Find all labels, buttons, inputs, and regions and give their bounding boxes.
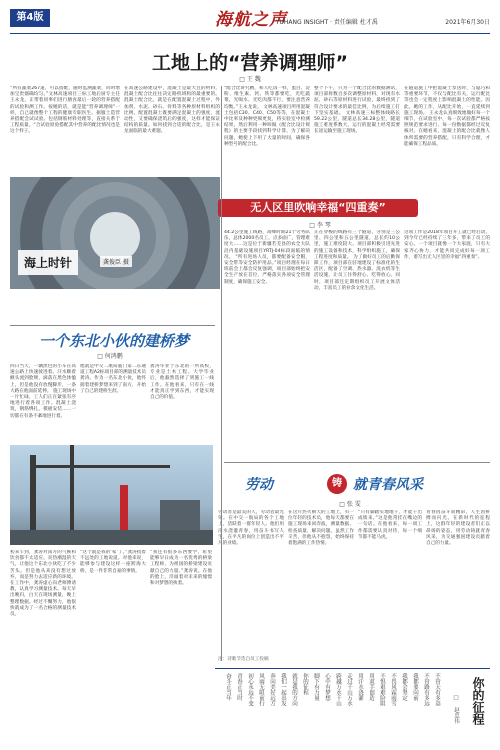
column-divider [221,86,222,661]
poem-line: 我都会坚定 [401,673,407,701]
article2-col-2: 正在穿梭的线路有三个隧道，分别是三公里、四公里和五公里隧道，总长约10公里，施工难度较大。项目部积极引进先进的施工设备和技术，科学组织施工，确保工程进度和质量。 为了做好员工的后勤保障工作，项目部在驻地建设了标准化的生活区，配备了空调、热水器、洗衣机等生活设施，让员工住得舒心、吃得放心。同时，项目部还定期组织员工开展文体活动，丰富员工的业余文化生活。 [314,230,400,291]
photo-credit: 龚俊臣 摄 [100,256,132,267]
article1-byline: □ 王 魏 [239,76,261,83]
poem-line: 你的征程 [302,673,308,695]
masthead [10,7,490,33]
poem-line: 初心永远不变 [247,673,253,706]
poem-line: 就是我的方向 [291,673,297,706]
article3-headline: 一个东北小伙的建桥梦 [38,332,189,350]
poem-line: 风雨无阻前行 [258,673,264,706]
article4-col-4: 青春因奋斗而精彩，人生因拼搏而闪光。在新时代的征程上，这群年轻的建设者们正以昂扬的姿态，用劳动铸就青春风采，为交通强国建设贡献着自己的力量。 [426,510,490,547]
construction-tower-photo [10,445,213,545]
poem-line: 我都要向前 [412,673,418,701]
masthead-subtitle: · YUHANG INSIGHT · 责任编辑 杜才禹 [272,19,378,26]
article4-col-2: 在这片热火朝天的工地上，有一位年轻的技术员，他每天都要在施工现场来回奔波，测量数据、检查质量、解决问题。虽然工作辛苦，但他从不抱怨，始终保持着饱满的工作热情。 [288,510,354,547]
article3-col-5: “这个就是我的‘家’了。”龚涛指着不远处的工地说道。对他来说，能够参与建设这样一座跨海大桥，是一件非常自豪的事情。 [80,550,146,574]
section-divider [224,462,490,463]
newspaper-logo: 海航之声 [215,10,287,30]
poem-line: 青春正当时 [236,673,242,701]
issue-date: 2021年6月30日 [445,19,490,26]
poem-title: 你的征程 [471,677,485,725]
poem-line: 奔向美好远方 [269,673,275,706]
poem-line: 用双手创造 [368,673,374,701]
poem-line: 奋斗正当年 [225,673,231,701]
article4-title-badge: 铸 [327,474,347,494]
poem-author: □ 赵忠伟 [453,695,459,724]
article4-headline [215,474,485,496]
article3-byline: □ 何鸿鹏 [97,353,123,360]
article1-headline: 工地上的“营养调理师” [152,52,348,74]
article2-col-1: 44.2公里施工线路，高峰时期21个劳务队伍，总体2000名员工，点多面广，管理难度大……这是位于新疆若羌县的农全大队沿内基础设施项目YRTJ-04标段面临的情况。 “所有进场人员，都要配备安全帽，安全带等安全防护用品。”项目经理在每日班前会上都会反复强调，项目部始终把安全生产放在首位，严格落实各项安全管理制度，确保施工安全。 [224,230,310,285]
poem-line: 不畏风霜雨雪 [390,673,396,706]
poem-line: 不管路有多远 [423,673,429,706]
article4-col-1: 劳动者是最美的人，劳动者最光荣。在中交一航局的各个工地上，活跃着一群年轻人。他们用汗水浇灌青春，用奋斗书写人生，在平凡的岗位上创造出不平凡的业绩。 [218,510,284,547]
section-divider [10,325,215,326]
tunnel-photo [10,177,220,289]
article3-col-6: “我还有很多东西要学，希望能够早日成为一名优秀的桥梁工程师，为祖国的桥梁建设贡献自己的力量。”龚涛说。在他的脸上，洋溢着对未来的憧憬和对梦想的执着。 [150,550,212,587]
poem-line: 用汗水浇灌 [357,673,363,701]
poem-line: 走过千山万水 [346,673,352,706]
article3-col-2: 他就是中交二航局厦门第二东通道工程A2标项目部的测量技术员龚涛。作为一名东北小伙，他怀揣着建桥梦想来到了南方，开始了自己的建桥生涯。 [80,364,146,394]
article3-col-1: 四日当天，一辆黑色的小车在高速公路上快速驶进着。汗水顺着额头流到脸颊，滴落在黑色体恤上，但是他没有放慢脚步，一条大路在他面前延伸。 施工现场中一片忙碌，工人们正在紧张有序地进行着各项工作。混凝土浇筑，钢筋绑扎，模板安装……一切都在有条不紊地进行着。 [10,364,76,419]
article2-banner: 无人区里吹响幸福“四重奏” [218,199,418,217]
article2-col-3: 这项工作是2018年项目开工就已经启动，到今年已经持续了三年多，带来了员工的安心。一个项目就像一个大家庭，只有大家齐心协力，才能共同完成好每一项工作，谱写出无人区里的幸福“四重奏”。 [404,230,490,260]
poem-line: 不惧艰难险阻 [379,673,385,706]
poem-note: 注：诗歌节选自员工投稿 [218,657,269,662]
poem-line: 心中有梦想 [324,673,330,701]
article1-col-5: 在隧道施工中把混凝土泵送时，与隐巧和等重要环节，不仅与配比有关，运行配比等也会一定程度上影响混凝土的性能。因此，她的工作，从配比开始，一直延续到施工现场。 王永龙认真细致地做好每一个细节，在试验室中，每一次试验都严格按照规范要求进行，每一份数据都经过反复核对。在她看来，混凝土的配合比就像人体所需要的营养搭配，只有科学合理，才能确保工程品质。 [404,86,490,147]
article4-byline: □ 张 雯 [339,501,361,508]
article4-title-part1: 劳动 [245,477,273,493]
article2-byline: □ 李 琴 [309,222,331,229]
poem-line: 不管天有多高 [434,673,440,706]
article3-col-4: 初来乍到，龚涛对南方的气候和饮食都不太适应。炎热潮湿的天气，让他这个东北小伙吃了不少苦头。但是他从来没有想过放弃，而是努力去适应新的环境。 在工作中，龚涛虚心向老师傅请教，认真学习测量技术。每天早出晚归，白天在现场测量，晚上整理数据。经过不懈努力，他很快就成为了一名合格的测量技术员。 [10,550,76,618]
poem-line: 我们一起出发 [280,673,286,706]
article1-col-1: “所有蔬菜267道，可以搭配，随时监测蔬菜，同时增加宝贵烟确均匀。”文林高速项目三标工地后厨专主任王永龙，正带着同事们进行膳食最后一轮的营养搭配的试验和测工作。按她的话，就是能“营养调理师”一样，自己就像整个工程的健康专职医生。据服土造营养搭配会试试验。包括钢筋材料处理等，直接关系于工程质量。“合试验原验搭配其中营养的配比情况也是这个样子。 [10,86,120,135]
poem-box [215,668,490,744]
page-number-tag: 第4版 [10,9,50,27]
article1-col-2: 在高速公路建设中，混凝土是最大且的材料，混凝土配合比往往决定路机域构的最重要的。混凝土配合比，就是在配置混凝土过程中，外加剂、水泥、砂石、骨料等各种原材料组织的比例。配置混凝土既要满足混凝土的强度、流动性，又要确保浇筑后的强度，这样才能保证结构的质量。如何找到合适的配合比，是王永龙面临的最大难题。 [124,86,220,135]
article4-title-part2: 就青春风采 [353,477,423,493]
article1-col-4: 整个下午，只为一个配合比的数据测试，项目部将数百多次调整原材料，对现有水泥、砂石等原材料进行试验，最终找到了符合设计要求的最佳比例，为后续施工打下坚实基础。 文林高速三标整体线路长59.22公里，隧道总长34.28公里，隧道施工难度系数大，运行的混凝土经常需要长途运输至施工现场。 [314,86,400,135]
poem-line: 跨越万水千山 [335,673,341,706]
poem-line: 脚下有力量 [313,673,319,701]
masthead-rule [10,33,490,34]
article4-col-3: “只有脚踏实地地干，才能干出成绩来。”这是他常挂在嘴边的一句话。在他看来，每一项工作都需要认真对待，每一个细节都不能马虎。 [358,510,422,540]
article3-col-3: 龚涛毕业于东北的一所高校，专业是土木工程。大学毕业后，他毅然选择了到施工一线工作。在他看来，只有在一线才能真正学到东西，才能实现自己的价值。 [150,364,214,401]
article1-col-3: “配合比讲究精，和人吃饭一样，蛋白、淀粉、维生素、钙、铁等都要吃，光吃蔬菜、光喝水、光吃肉都不行，要注意营养均衡。”王永龙说。 文林高速项目所用混凝土包括C30、C40、C50等等，在混凝土中比率及种种更细更复，将实验室中检测结果，然后利用一种叫做《配合比设计规程》的主要手段找到科学计算，为了解决问题，她使上下用了大量的时间，确保各种型号的配合比。 [224,86,310,147]
photo-caption: 海上时针 [18,250,78,275]
